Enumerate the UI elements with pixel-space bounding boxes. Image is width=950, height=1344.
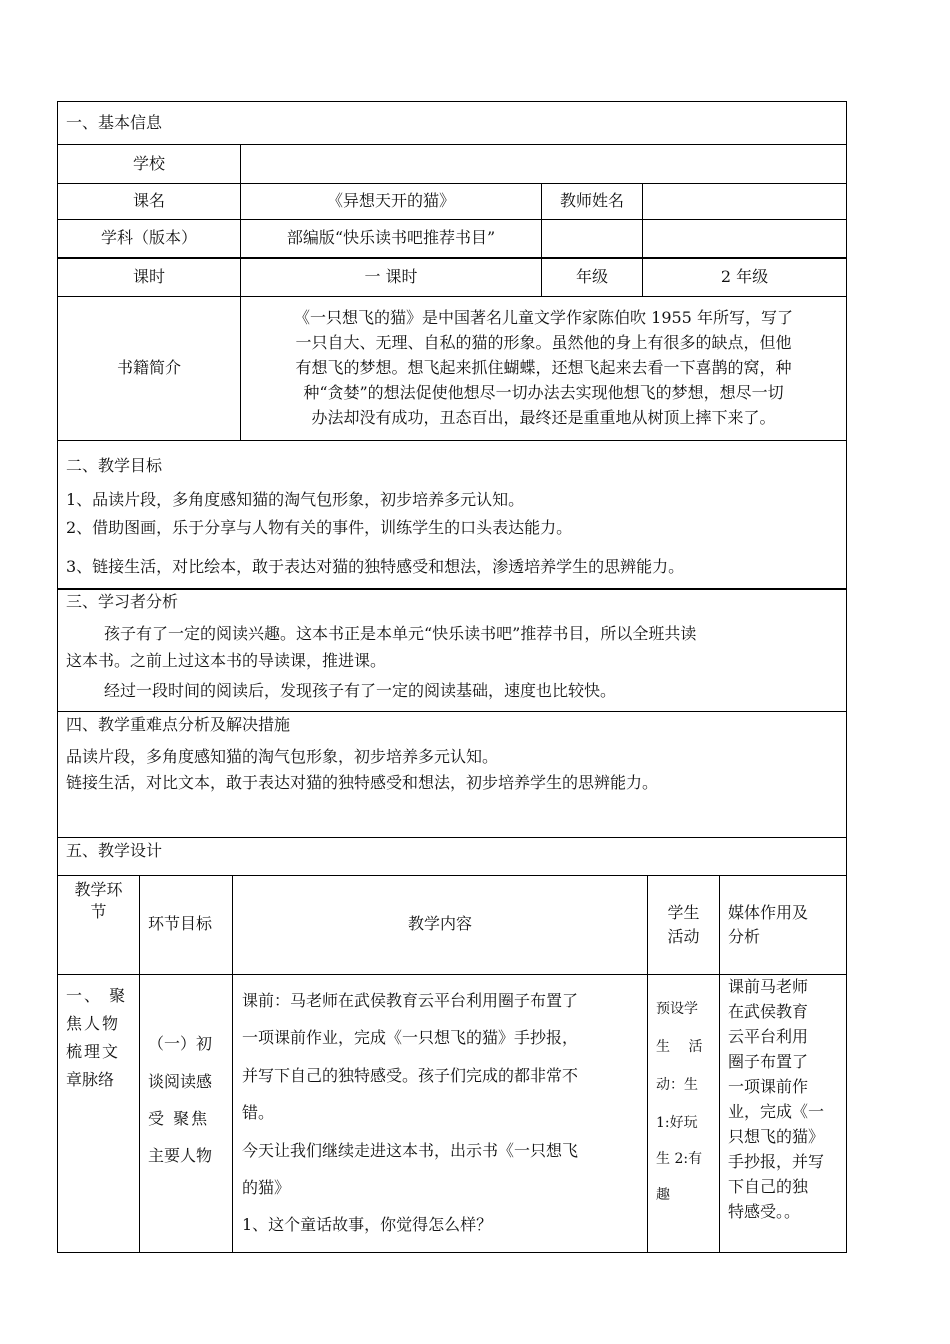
media-text: 圈子布置了 — [728, 1052, 809, 1071]
media-text: 下自己的独 — [728, 1177, 809, 1196]
rule — [57, 183, 847, 184]
header-stage: 教学环 — [74, 880, 123, 899]
header-stage: 节 — [90, 902, 107, 921]
activity-text: 预设学 — [656, 1001, 698, 1017]
stage-text: 章脉络 — [66, 1070, 115, 1089]
media-text: 云平台利用 — [728, 1027, 809, 1046]
period-value: 一 课时 — [364, 267, 418, 286]
media-text: 业，完成《一 — [728, 1102, 825, 1121]
rule — [57, 219, 847, 220]
book-intro-line: 办法却没有成功，丑态百出，最终还是重重地从树顶上摔下来了。 — [311, 408, 776, 427]
rule — [57, 875, 847, 876]
content-line: 今天让我们继续走进这本书，出示书《一只想飞 — [242, 1141, 579, 1160]
goal-text: 主要人物 — [148, 1146, 213, 1165]
rule — [139, 875, 140, 1253]
course-value: 《异想天开的猫》 — [326, 191, 455, 210]
rule — [57, 1252, 847, 1253]
header-activity: 活动 — [667, 927, 700, 946]
media-text: 在武侯教育 — [728, 1002, 809, 1021]
difficulty-line: 品读片段，多角度感知猫的淘气包形象，初步培养多元认知。 — [66, 747, 499, 766]
rule — [57, 144, 847, 145]
media-text: 课前马老师 — [728, 977, 809, 996]
book-intro-line: 种“贪婪”的想法促使他想尽一切办法去实现他想飞的梦想，想尽一切 — [303, 383, 784, 402]
stage-text: 焦人物 — [66, 1014, 121, 1033]
school-label: 学校 — [132, 154, 165, 173]
content-line: 课前：马老师在武侯教育云平台利用圈子布置了 — [242, 991, 579, 1010]
activity-text: 生 活 — [656, 1039, 703, 1055]
header-media: 媒体作用及 — [728, 903, 809, 922]
rule — [846, 588, 847, 1253]
activity-text: 生 2:有 — [656, 1151, 703, 1167]
content-line: 1、这个童话故事，你觉得怎么样？ — [242, 1215, 493, 1234]
goal-item: 1、品读片段，多角度感知猫的淘气包形象，初步培养多元认知。 — [66, 490, 525, 509]
rule — [57, 440, 847, 441]
stage-text: 梳理文 — [66, 1042, 121, 1061]
goal-text: 受 聚焦 — [148, 1109, 210, 1128]
goal-item: 3、链接生活，对比绘本，敢于表达对猫的独特感受和想法，渗透培养学生的思辨能力。 — [66, 557, 685, 576]
header-content: 教学内容 — [407, 914, 472, 933]
grade-value: 2 年级 — [720, 267, 769, 286]
goal-text: 谈阅读感 — [148, 1072, 213, 1091]
course-label: 课名 — [132, 191, 165, 210]
stage-text: 一、 聚 — [66, 986, 128, 1005]
rule — [57, 974, 847, 975]
rule — [57, 588, 847, 590]
section-heading-key-difficulties: 四、教学重难点分析及解决措施 — [66, 715, 291, 734]
section-heading-teaching-goals: 二、教学目标 — [66, 456, 163, 475]
book-intro-label: 书籍简介 — [116, 358, 181, 377]
activity-text: 趣 — [656, 1187, 670, 1203]
goal-text: （一）初 — [148, 1034, 213, 1053]
period-label: 课时 — [132, 267, 165, 286]
header-activity: 学生 — [667, 903, 700, 922]
learner-paragraph: 经过一段时间的阅读后，发现孩子有了一定的阅读基础，速度也比较快。 — [104, 681, 617, 700]
section-heading-teaching-design: 五、教学设计 — [66, 841, 163, 860]
section-heading-basic-info: 一、基本信息 — [66, 113, 163, 132]
difficulty-line: 链接生活，对比文本，敢于表达对猫的独特感受和想法，初步培养学生的思辨能力。 — [66, 773, 659, 792]
content-line: 并写下自己的独特感受。孩子们完成的都非常不 — [242, 1066, 579, 1085]
goal-item: 2、借助图画，乐于分享与人物有关的事件，训练学生的口头表达能力。 — [66, 518, 573, 537]
book-intro-line: 《一只想飞的猫》是中国著名儿童文学作家陈伯吹 1955 年所写，写了 — [294, 308, 793, 327]
book-intro-line: 一只自大、无理、自私的猫的形象。虽然他的身上有很多的缺点，但他 — [295, 333, 792, 352]
section-heading-learner-analysis: 三、学习者分析 — [66, 592, 179, 611]
header-goal: 环节目标 — [148, 914, 213, 933]
rule — [719, 875, 720, 1253]
media-text: 手抄报，并写 — [728, 1152, 825, 1171]
rule — [57, 296, 847, 297]
rule — [57, 257, 847, 259]
teacher-label: 教师姓名 — [559, 191, 624, 210]
content-line: 的猫》 — [242, 1178, 291, 1197]
rule — [57, 711, 847, 712]
rule — [57, 101, 58, 589]
content-line: 一项课前作业，完成《一只想飞的猫》手抄报， — [242, 1028, 579, 1047]
media-text: 只想飞的猫》 — [728, 1127, 825, 1146]
learner-paragraph: 这本书。之前上过这本书的导读课，推进课。 — [66, 651, 387, 670]
media-text: 一项课前作 — [728, 1077, 809, 1096]
book-intro-line: 有想飞的梦想。想飞起来抓住蝴蝶，还想飞起来去看一下喜鹊的窝，种 — [295, 358, 792, 377]
activity-text: 1:好玩 — [656, 1115, 698, 1131]
rule — [57, 837, 847, 838]
grade-label: 年级 — [575, 267, 608, 286]
rule — [57, 101, 847, 102]
subject-value: 部编版“快乐读书吧推荐书目” — [286, 228, 496, 247]
subject-label: 学科（版本） — [100, 228, 197, 247]
content-line: 错。 — [242, 1103, 275, 1122]
activity-text: 动：生 — [656, 1077, 698, 1093]
learner-paragraph: 孩子有了一定的阅读兴趣。这本书正是本单元“快乐读书吧”推荐书目，所以全班共读 — [104, 624, 697, 643]
rule — [846, 101, 847, 589]
header-media: 分析 — [728, 927, 761, 946]
media-text: 特感受。。 — [728, 1202, 801, 1221]
